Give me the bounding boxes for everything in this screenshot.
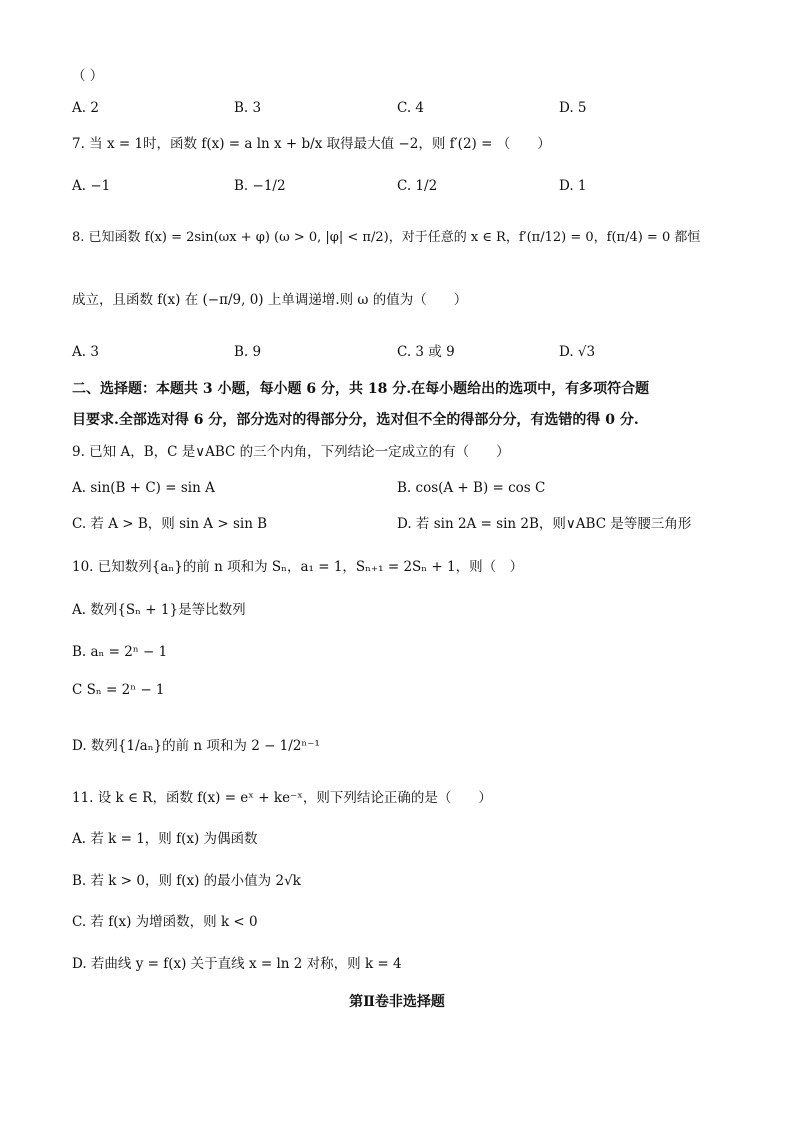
q8-option-a: A. 3 [72,344,99,360]
q9-option-a: A. sin(B + C) = sin A [72,480,215,496]
q9-option-c: C. 若 A > B，则 sin A > sin B [72,516,268,532]
question-11: 11. 设 k ∈ R，函数 f(x) = eˣ + ke⁻ˣ，则下列结论正确的是（ ） [72,790,492,806]
q7-option-c: C. 1/2 [397,178,438,194]
q9-option-b: B. cos(A + B) = cos C [397,480,546,496]
q8-option-b: B. 9 [234,344,262,360]
q6-option-b: B. 3 [234,100,262,116]
question-9: 9. 已知 A，B，C 是∨ABC 的三个内角，下列结论一定成立的有（ ） [72,444,510,460]
section-2-heading-line-2: 目要求.全部选对得 6 分，部分选对的得部分分，选对但不全的得部分分，有选错的得 0 分. [72,412,639,428]
q7-option-a: A. −1 [72,178,111,194]
section-2-heading-line-1: 二、选择题：本题共 3 小题，每小题 6 分，共 18 分.在每小题给出的选项中，有多项符合题 [72,381,650,397]
answer-paren: （ ） [72,68,104,84]
q6-option-a: A. 2 [72,100,99,116]
question-10: 10. 已知数列{aₙ}的前 n 项和为 Sₙ，a₁ = 1，Sₙ₊₁ = 2Sₙ + 1，则（ ） [72,559,524,575]
q7-option-d: D. 1 [559,178,587,194]
q7-option-b: B. −1/2 [234,178,286,194]
q10-option-b: B. aₙ = 2ⁿ − 1 [72,644,168,660]
q10-option-d: D. 数列{1/aₙ}的前 n 项和为 2 − 1/2ⁿ⁻¹ [72,738,320,754]
q8-option-d: D. √3 [559,344,596,360]
q8-option-c: C. 3 或 9 [397,344,455,360]
part-2-title: 第Ⅱ卷非选择题 [349,994,445,1010]
question-7: 7. 当 x = 1时，函数 f(x) = a ln x + b/x 取得最大值 −2，则 f′(2) = （ ） [72,136,551,152]
question-8-line-1: 8. 已知函数 f(x) = 2sin(ωx + φ) (ω > 0, |φ| < π/2)，对于任意的 x ∈ R，f′(π/12) = 0，f(π/4) = 0 都恒 [72,230,701,245]
q11-option-b: B. 若 k > 0，则 f(x) 的最小值为 2√k [72,873,301,889]
q9-option-d: D. 若 sin 2A = sin 2B，则∨ABC 是等腰三角形 [397,516,692,532]
q11-option-c: C. 若 f(x) 为增函数，则 k < 0 [72,914,258,930]
q11-option-a: A. 若 k = 1，则 f(x) 为偶函数 [72,831,258,847]
q6-option-c: C. 4 [397,100,425,116]
question-8-line-2: 成立，且函数 f(x) 在 (−π/9, 0) 上单调递增.则 ω 的值为（ ） [72,292,468,308]
q6-option-d: D. 5 [559,100,587,116]
q10-option-c: C Sₙ = 2ⁿ − 1 [72,682,165,698]
q11-option-d: D. 若曲线 y = f(x) 关于直线 x = ln 2 对称，则 k = 4 [72,956,402,972]
q10-option-a: A. 数列{Sₙ + 1}是等比数列 [72,602,246,618]
